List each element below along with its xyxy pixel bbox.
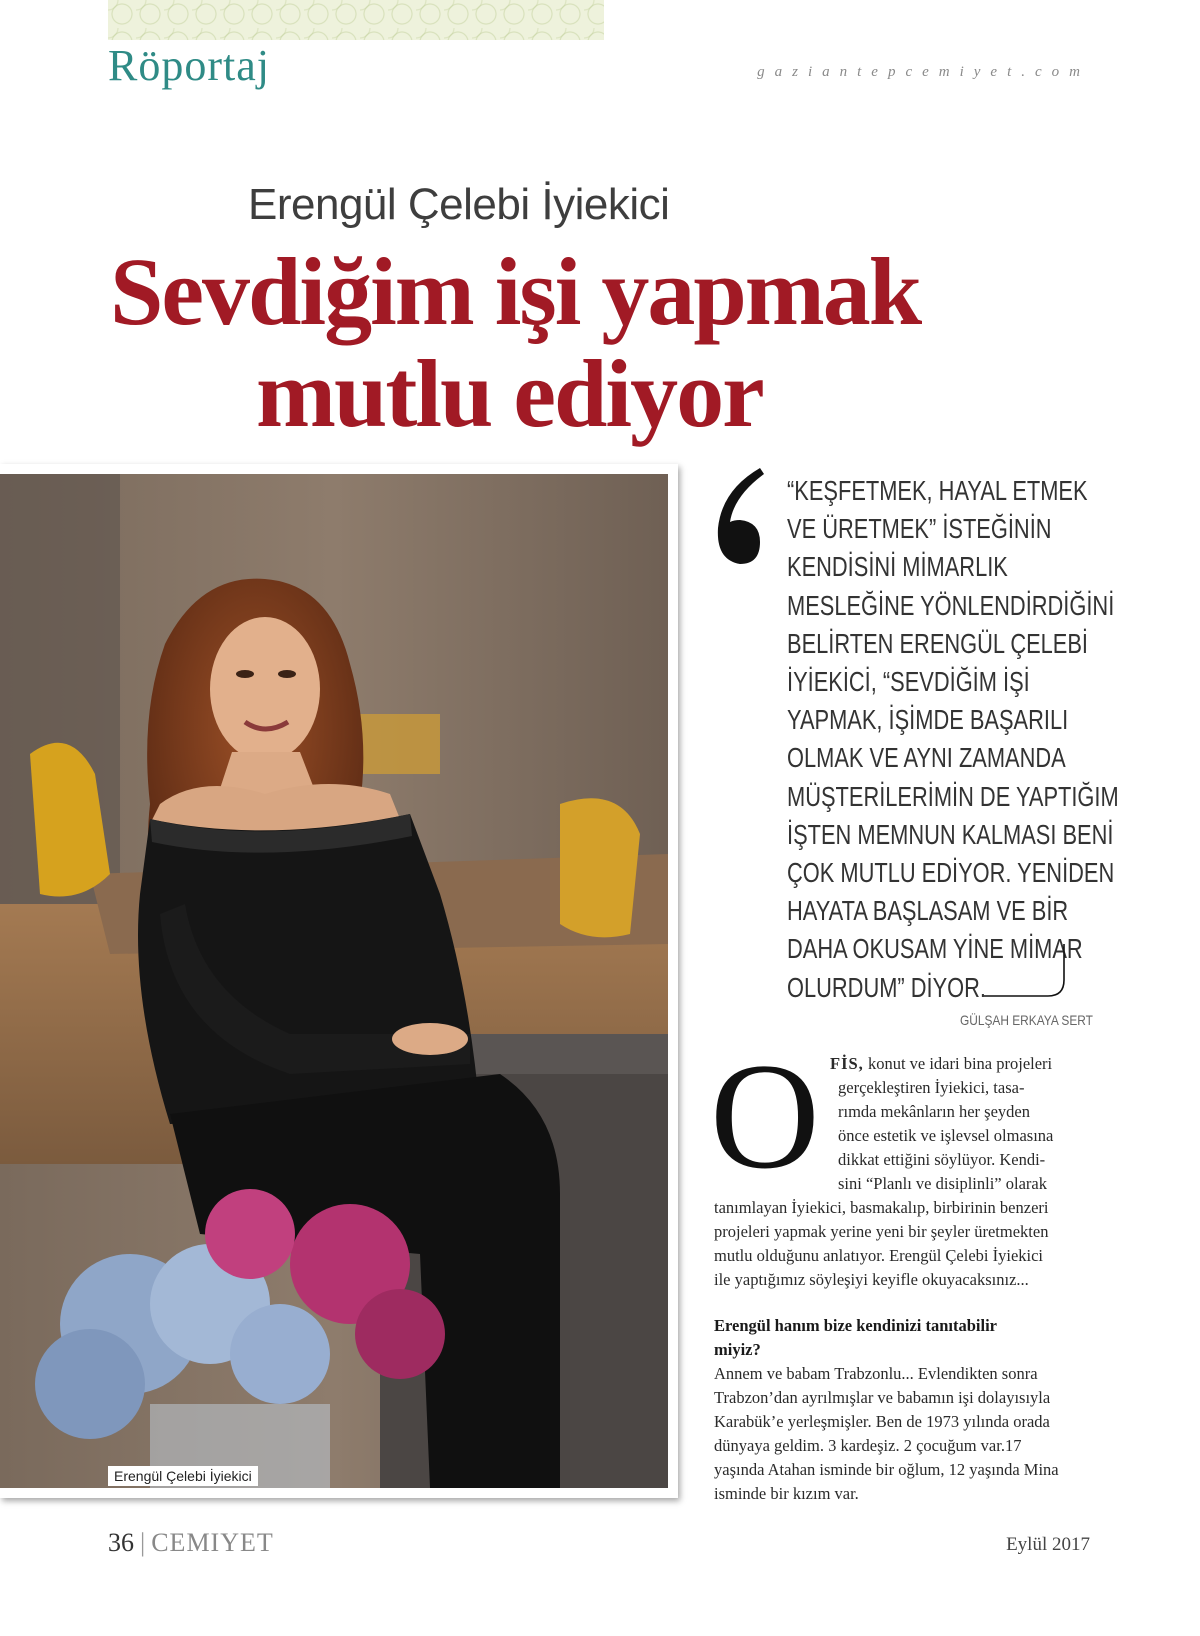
interview-question: Erengül hanım bize kendinizi tanıtabilir xyxy=(714,1316,997,1335)
pull-quote-line: “KEŞFETMEK, HAYAL ETMEK xyxy=(787,475,1088,506)
answer-line: dünyaya geldim. 3 kardeşiz. 2 çocuğum var.17 xyxy=(714,1436,1022,1455)
intro-line: projeleri yapmak yerine yeni bir şeyler üretmekten xyxy=(714,1222,1049,1241)
subject-name: Erengül Çelebi İyiekici xyxy=(248,180,670,229)
pull-quote-line: MESLEĞİNE YÖNLENDİRDİĞİNİ xyxy=(787,589,1115,621)
answer-line: Annem ve babam Trabzonlu... Evlendikten sonra xyxy=(714,1364,1038,1383)
pull-quote-line: VE ÜRETMEK” İSTEĞİNİN xyxy=(787,513,1052,545)
pull-quote-line: OLMAK VE AYNI ZAMANDA xyxy=(787,742,1066,774)
pull-quote-line: OLURDUM” DİYOR. xyxy=(787,971,986,1003)
header-pattern xyxy=(108,0,604,40)
pull-quote-line: DAHA OKUSAM YİNE MİMAR xyxy=(787,933,1083,965)
pull-quote-line: İŞTEN MEMNUN KALMASI BENİ xyxy=(787,818,1114,850)
footer-separator: | xyxy=(140,1528,146,1557)
intro-line: dikkat ettiğini söylüyor. Kendi- xyxy=(838,1150,1046,1169)
quote-close-mark xyxy=(980,940,1070,1000)
portrait-photo xyxy=(0,464,678,1498)
magazine-name: CEMIYET xyxy=(151,1528,274,1557)
answer-line: isminde bir kızım var. xyxy=(714,1484,859,1503)
intro-line: gerçekleştiren İyiekici, tasa- xyxy=(838,1078,1025,1097)
quote-open-icon xyxy=(700,460,780,590)
portrait-illustration xyxy=(0,474,668,1488)
interview-question: miyiz? xyxy=(714,1340,761,1359)
intro-first-line xyxy=(830,1054,1052,1074)
intro-line: rımda mekânların her şeyden xyxy=(838,1102,1030,1121)
answer-line: Karabük’e yerleşmişler. Ben de 1973 yılında orada xyxy=(714,1412,1050,1431)
intro-line: mutlu olduğunu anlatıyor. Erengül Çelebi İyiekici xyxy=(714,1246,1044,1265)
pull-quote-line: İYİEKİCİ, “SEVDİĞİM İŞİ xyxy=(787,666,1030,698)
article-author: GÜLŞAH ERKAYA SERT xyxy=(960,1012,1093,1028)
intro-line: ile yaptığımız söyleşiyi keyifle okuyacaksınız... xyxy=(714,1270,1029,1289)
answer-line: Trabzon’dan ayrılmışlar ve babamın işi dolayısıyla xyxy=(714,1388,1051,1407)
headline-line-1: Sevdiğim işi yapmak xyxy=(110,238,921,345)
lead-word: FİS, xyxy=(830,1054,864,1073)
pull-quote-line: HAYATA BAŞLASAM VE BİR xyxy=(787,895,1069,927)
issue-date: Eylül 2017 xyxy=(1006,1534,1090,1555)
footer-page-info xyxy=(108,1528,274,1558)
intro-first-rest: konut ve idari bina projeleri xyxy=(863,1054,1053,1073)
intro-line: tanımlayan İyiekici, basmakalıp, birbirinin benzeri xyxy=(714,1198,1049,1217)
photo-caption: Erengül Çelebi İyiekici xyxy=(108,1466,258,1486)
pull-quote-line: YAPMAK, İŞİMDE BAŞARILI xyxy=(787,704,1069,736)
website-url: gaziantepcemiyet.com xyxy=(757,64,1090,80)
pull-quote-line: KENDİSİNİ MİMARLIK xyxy=(787,551,1008,583)
answer-line: yaşında Atahan isminde bir oğlum, 12 yaşında Mina xyxy=(714,1460,1059,1479)
headline-line-2: mutlu ediyor xyxy=(256,340,763,447)
pull-quote-line: MÜŞTERİLERİMİN DE YAPTIĞIM xyxy=(787,780,1119,812)
intro-line: sini “Planlı ve disiplinli” olarak xyxy=(838,1174,1047,1193)
pull-quote-line: ÇOK MUTLU EDİYOR. YENİDEN xyxy=(787,857,1115,889)
intro-line: önce estetik ve işlevsel olmasına xyxy=(838,1126,1054,1145)
section-title: Röportaj xyxy=(108,41,270,90)
pull-quote-line: BELİRTEN ERENGÜL ÇELEBİ xyxy=(787,627,1089,659)
page-number: 36 xyxy=(108,1528,134,1557)
drop-cap: O xyxy=(710,1032,820,1200)
pull-quote xyxy=(787,472,1119,1007)
